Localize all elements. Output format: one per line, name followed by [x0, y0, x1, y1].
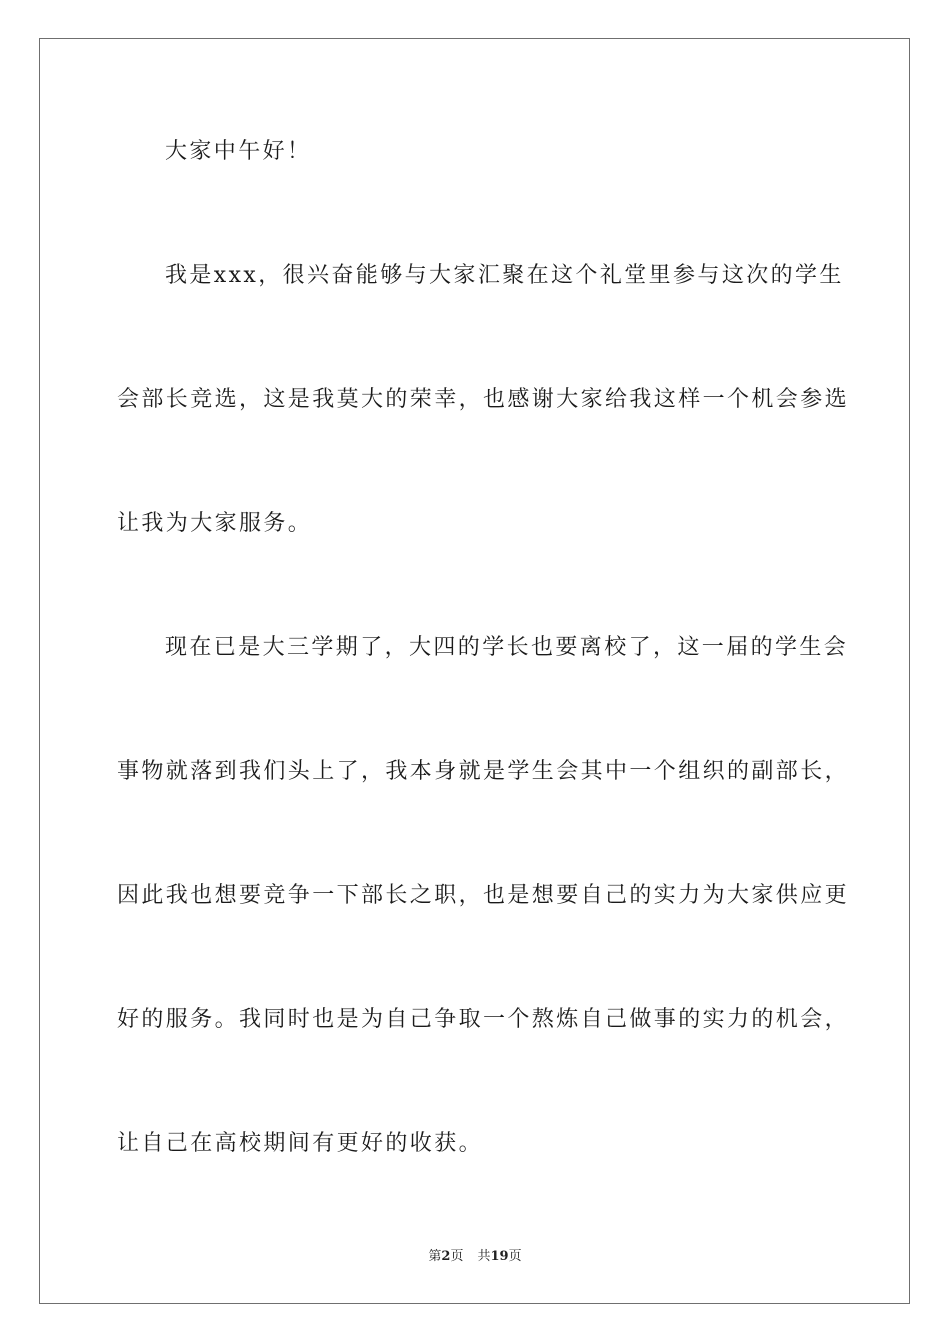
- paragraph-1-line-2: 会部长竞选，这是我莫大的荣幸，也感谢大家给我这样一个机会参选: [117, 387, 850, 412]
- paragraph-1-line-3: 让我为大家服务。: [117, 511, 313, 536]
- paragraph-1-line-1: 我是xxx，很兴奋能够与大家汇聚在这个礼堂里参与这次的学生: [165, 263, 844, 288]
- page-border: [39, 38, 910, 1304]
- page-suffix: 页: [450, 1249, 464, 1264]
- paragraph-2-line-3: 因此我也想要竞争一下部长之职，也是想要自己的实力为大家供应更: [117, 883, 850, 908]
- page-footer: [0, 1248, 950, 1266]
- total-prefix: 共: [477, 1249, 491, 1264]
- paragraph-2-line-1: 现在已是大三学期了，大四的学长也要离校了，这一届的学生会: [165, 635, 849, 660]
- greeting-line: 大家中午好！: [165, 139, 312, 164]
- page-number: 2: [441, 1249, 451, 1264]
- page-prefix: 第: [428, 1249, 442, 1264]
- paragraph-2-line-4: 好的服务。我同时也是为自己争取一个熬炼自己做事的实力的机会，: [117, 1007, 850, 1032]
- paragraph-2-line-2: 事物就落到我们头上了，我本身就是学生会其中一个组织的副部长，: [117, 759, 850, 784]
- total-suffix: 页: [508, 1249, 522, 1264]
- total-pages: 19: [490, 1249, 509, 1264]
- paragraph-2-line-5: 让自己在高校期间有更好的收获。: [117, 1131, 484, 1156]
